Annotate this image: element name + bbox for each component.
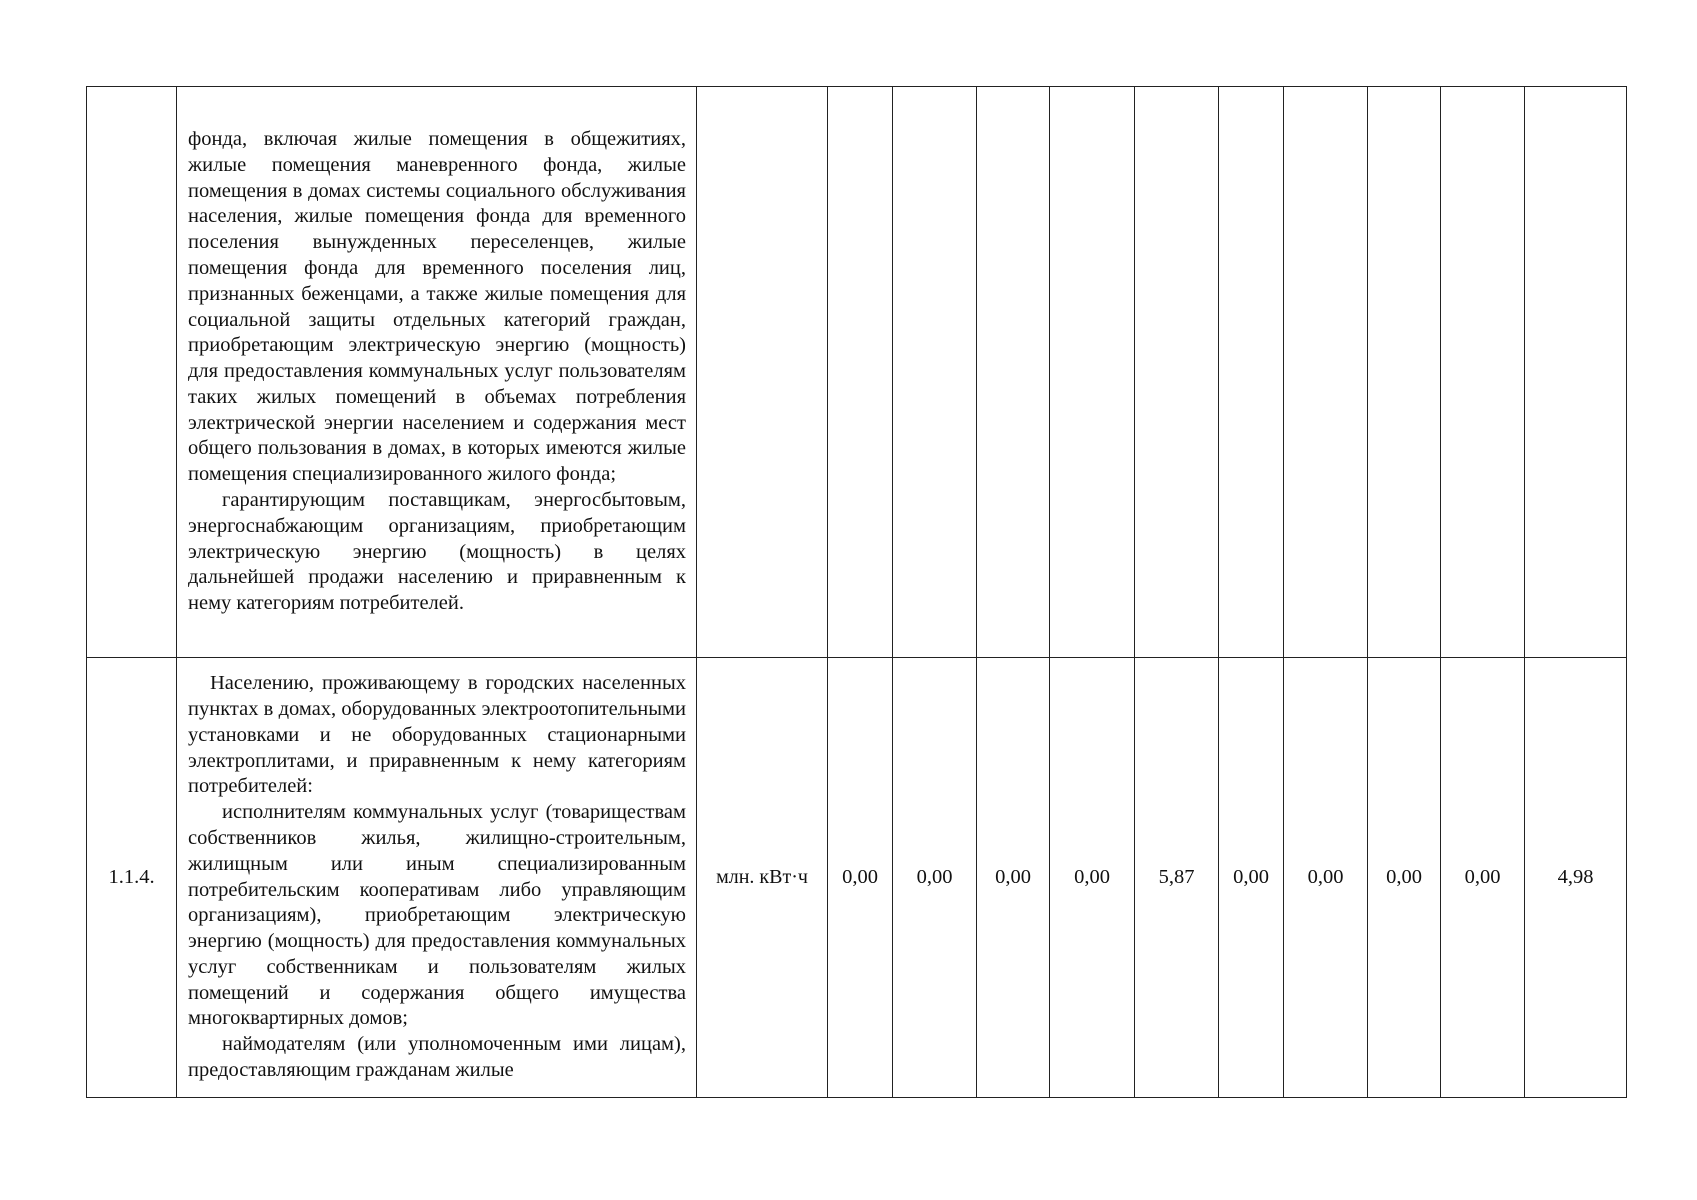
row-number-cell — [87, 87, 177, 658]
value-cell — [1050, 87, 1135, 658]
unit-cell: млн. кВт·ч — [697, 658, 828, 1098]
value-cell: 0,00 — [1050, 658, 1135, 1098]
value-cell — [977, 87, 1050, 658]
value-cell: 5,87 — [1135, 658, 1219, 1098]
description-paragraph: фонда, включая жилые помещения в общежитиях, жилые помещения маневренного фонда, жилые помещения в домах системы социального обслуживания населения, жилые помещения фонда для временного поселения вынужденных переселенцев, жилые помещения фонда для временного поселения лиц, признанных беженцами, а также жилые помещения для социальной защиты отдельных категорий граждан, приобретающим электрическую энергию (мощность) для предоставления коммунальных услуг пользователям таких жилых помещений в объемах потребления электрической энергии населением и содержания мест общего пользования в домах, в которых имеются жилые помещения специализированного жилого фонда; — [188, 127, 686, 486]
data-table — [86, 86, 1627, 1098]
value-cell — [1368, 87, 1441, 658]
value-cell: 0,00 — [1284, 658, 1368, 1098]
unit-cell — [697, 87, 828, 658]
value-cell — [1441, 87, 1525, 658]
value-cell: 0,00 — [893, 658, 977, 1098]
description-paragraph: гарантирующим поставщикам, энергосбытовым, энергоснабжающим организациям, приобретающим электрическую энергию (мощность) в целях дальнейшей продажи населению и приравненным к нему категориям потребителей. — [188, 489, 686, 615]
value-cell — [1525, 87, 1627, 658]
row-number-cell: 1.1.4. — [87, 658, 177, 1098]
description-paragraph: наймодателям (или уполномоченным ими лицам), предоставляющим гражданам жилые — [188, 1033, 686, 1082]
value-cell — [1284, 87, 1368, 658]
value-cell — [893, 87, 977, 658]
value-cell: 4,98 — [1525, 658, 1627, 1098]
table-row — [87, 87, 1627, 658]
value-cell: 0,00 — [1219, 658, 1284, 1098]
description-cell — [177, 87, 697, 658]
table-row — [87, 658, 1627, 1098]
description-paragraph: Населению, проживающему в городских населенных пунктах в домах, оборудованных электроотопительными установками и не оборудованных стационарными электроплитами, и приравненным к нему категориям потребителей: — [188, 672, 686, 798]
description-paragraph: исполнителям коммунальных услуг (товариществам собственников жилья, жилищно-строительным, жилищным или иным специализированным потребительским кооперативам либо управляющим организациям), приобретающим электрическую энергию (мощность) для предоставления коммунальных услуг собственникам и пользователям жилых помещений и содержания общего имущества многоквартирных домов; — [188, 801, 686, 1030]
value-cell — [1135, 87, 1219, 658]
value-cell — [1219, 87, 1284, 658]
value-cell: 0,00 — [977, 658, 1050, 1098]
description-cell — [177, 658, 697, 1098]
value-cell: 0,00 — [1368, 658, 1441, 1098]
value-cell: 0,00 — [1441, 658, 1525, 1098]
value-cell: 0,00 — [828, 658, 893, 1098]
value-cell — [828, 87, 893, 658]
